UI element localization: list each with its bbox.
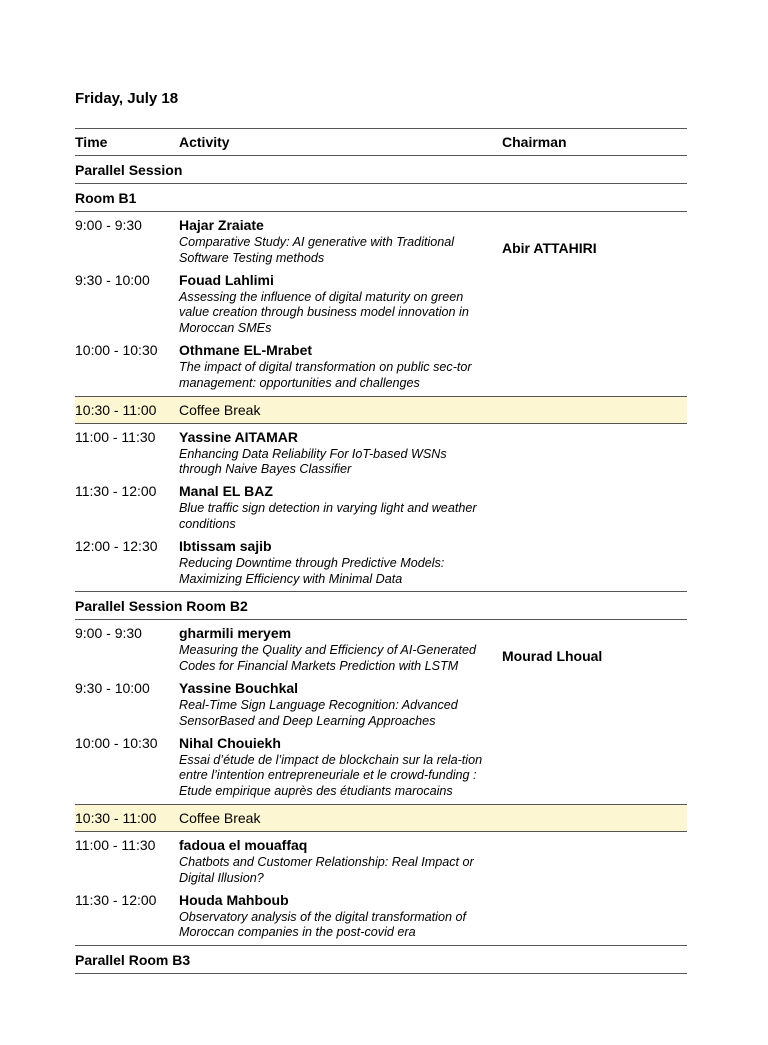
talk-row (75, 423, 687, 478)
talk-speaker: Yassine Bouchkal (179, 679, 299, 696)
talk-speaker: Houda Mahboub (179, 891, 289, 908)
talk-time: 11:00 - 11:30 (75, 836, 156, 853)
talk-title: Chatbots and Customer Relationship: Real Impact or Digital Illusion? (179, 854, 474, 885)
talk-time: 11:30 - 12:00 (75, 483, 157, 500)
talk-title: Comparative Study: AI generative with Traditional Software Testing methods (179, 235, 455, 265)
break-label: Coffee Break (179, 804, 502, 831)
talk-row (75, 478, 687, 533)
talk-title: Real-Time Sign Language Recognition: Advanced SensorBased and Deep Learning Approaches (179, 697, 458, 728)
break-time: 10:30 - 11:00 (75, 396, 179, 423)
coffee-break-row (75, 396, 687, 423)
talk-time: 9:30 - 10:00 (75, 271, 150, 288)
talk-speaker: Fouad Lahlimi (179, 271, 274, 288)
talk-time: 9:30 - 10:00 (75, 679, 150, 696)
talk-row (75, 533, 687, 592)
talk-title: Observatory analysis of the digital transformation of Moroccan companies in the post-covid era (179, 909, 466, 940)
chairman-name: Abir ATTAHIRI (502, 240, 597, 256)
talk-speaker: Yassine AITAMAR (179, 428, 299, 445)
talk-title: Enhancing Data Reliability For IoT-based WSNs through Naive Bayes Classifier (179, 446, 447, 477)
talk-title: Blue traffic sign detection in varying light and weather conditions (179, 501, 477, 531)
activity-header: Activity (179, 129, 502, 156)
talk-time: 11:30 - 12:00 (75, 887, 179, 946)
talk-title: The impact of digital transformation on public sec-tor management: opportunities and challenges (179, 359, 472, 390)
chairman-name: Mourad Lhoual (502, 648, 603, 665)
section-label: Parallel Session Room B2 (75, 592, 687, 620)
section-room-b3 (75, 946, 687, 974)
day-title: Friday, July 18 (75, 90, 179, 107)
coffee-break-row (75, 804, 687, 831)
talk-speaker: Manal EL BAZ (179, 483, 273, 500)
header-row (75, 129, 687, 156)
talk-time: 12:00 - 12:30 (75, 533, 179, 592)
break-time: 10:30 - 11:00 (75, 804, 179, 831)
talk-speaker: fadoua el mouaffaq (179, 836, 308, 853)
talk-time: 9:00 - 9:30 (75, 217, 142, 233)
schedule-table (75, 128, 687, 974)
talk-speaker: Nihal Chouiekh (179, 734, 281, 751)
talk-time: 9:00 - 9:30 (75, 625, 142, 642)
talk-row (75, 212, 687, 267)
talk-row (75, 831, 687, 886)
chairman-cell (502, 212, 687, 397)
section-parallel-session (75, 156, 687, 184)
section-room-b1 (75, 184, 687, 212)
talk-title: Assessing the influence of digital maturity on green value creation through business model innovation in Moroccan SMEs (179, 289, 469, 336)
section-label: Parallel Room B3 (75, 946, 687, 974)
section-label: Room B1 (75, 184, 687, 212)
chairman-cell (502, 620, 687, 805)
talk-time: 10:00 - 10:30 (75, 734, 158, 751)
time-header: Time (75, 129, 179, 156)
talk-title: Essai d’étude de l’impact de blockchain sur la rela-tion entre l’intention entrepreneuriale et le crowd-funding : Etude empirique auprès des étudiants marocains (179, 752, 483, 799)
break-label: Coffee Break (179, 396, 502, 423)
section-room-b2 (75, 592, 687, 620)
talk-row (75, 620, 687, 675)
chairman-header: Chairman (502, 129, 687, 156)
talk-speaker: Ibtissam sajib (179, 537, 272, 554)
talk-title: Reducing Downtime through Predictive Models: Maximizing Efficiency with Minimal Data (179, 555, 445, 586)
talk-time: 11:00 - 11:30 (75, 428, 156, 445)
talk-time: 10:00 - 10:30 (75, 341, 158, 358)
talk-speaker: Hajar Zraiate (179, 217, 264, 233)
talk-row (75, 887, 687, 946)
talk-title: Measuring the Quality and Efficiency of AI-Generated Codes for Financial Markets Prediction with LSTM (179, 643, 477, 674)
talk-speaker: Othmane EL-Mrabet (179, 341, 313, 358)
section-label: Parallel Session (75, 156, 687, 184)
talk-speaker: gharmili meryem (179, 625, 292, 642)
